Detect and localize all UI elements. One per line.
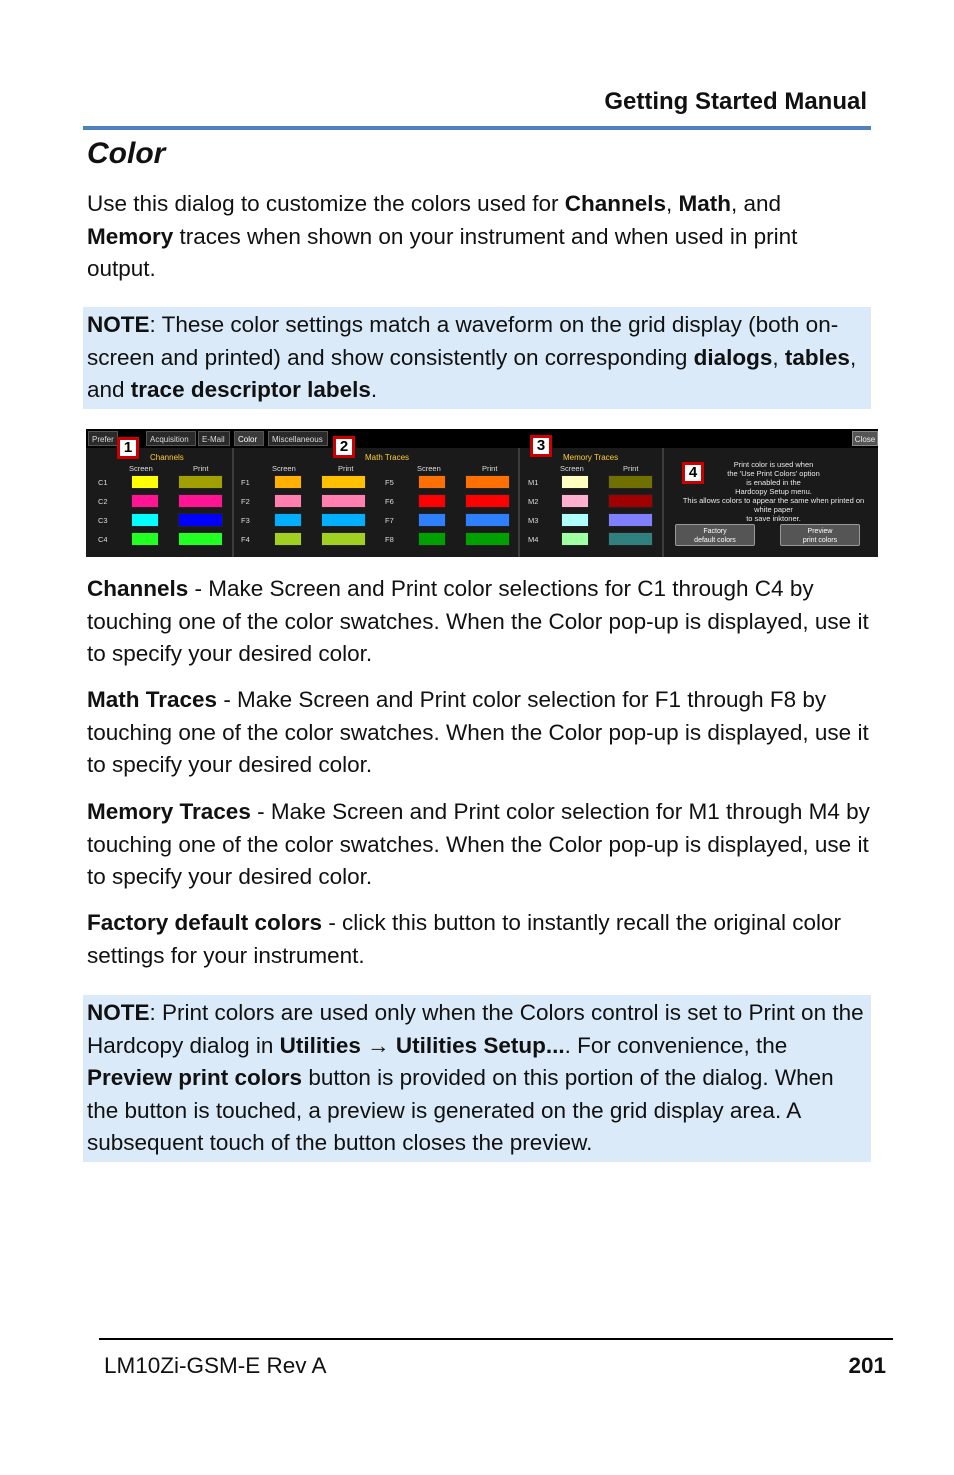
math-print-header-2: Print — [482, 464, 498, 473]
color-dialog-screenshot — [86, 429, 878, 557]
divider — [518, 448, 520, 557]
preview-print-colors-button[interactable] — [780, 524, 860, 546]
info-line: to save inktoner. — [746, 514, 801, 523]
print-swatch-f8[interactable] — [465, 532, 510, 546]
screen-swatch-c2[interactable] — [131, 494, 159, 508]
screen-swatch-m1[interactable] — [561, 475, 589, 489]
tab-color[interactable]: Color — [234, 431, 264, 446]
channels-paragraph: Channels - Make Screen and Print color selections for C1 through C4 by touching one of the color swatches. When the Color pop-up is displayed, use it to specify your desired color. — [87, 576, 869, 666]
print-swatch-m3[interactable] — [608, 513, 653, 527]
screen-swatch-f8[interactable] — [418, 532, 446, 546]
print-swatch-f4[interactable] — [321, 532, 366, 546]
math-traces-paragraph: Math Traces - Make Screen and Print color selection for F1 through F8 by touching one of the color swatches. When the Color pop-up is displayed, use it to specify your desired color. — [87, 687, 869, 777]
factory-default-paragraph: Factory default colors - click this button to instantly recall the original color settings for your instrument. — [87, 910, 842, 968]
callout-marker-1: 1 — [117, 437, 139, 459]
channels-screen-header: Screen — [129, 464, 153, 473]
callout-marker-2: 2 — [333, 436, 355, 458]
trace-label-f1: F1 — [241, 478, 250, 487]
tab-preferences[interactable]: Prefer — [88, 431, 118, 446]
note-box-2: NOTE: Print colors are used only when the Colors control is set to Print on the Hardcopy dialog in Utilities → Utilities Setup.... For convenience, the Preview print colors button is provided on this portion of the dialog. When the button is touched, a preview is generated on the grid display area. A subsequent touch of the button closes the preview. — [83, 995, 871, 1162]
tab-acquisition[interactable]: Acquisition — [146, 431, 196, 446]
memory-section-title: Memory Traces — [563, 453, 619, 462]
trace-label-c4: C4 — [98, 535, 108, 544]
channels-swatch-grid — [98, 475, 228, 555]
channels-section-title: Channels — [150, 453, 184, 462]
screen-swatch-c1[interactable] — [131, 475, 159, 489]
screen-swatch-f4[interactable] — [274, 532, 302, 546]
info-line: white paper — [754, 505, 793, 514]
trace-label-f2: F2 — [241, 497, 250, 506]
math-right-swatch-grid — [385, 475, 515, 555]
screen-swatch-c4[interactable] — [131, 532, 159, 546]
print-swatch-f7[interactable] — [465, 513, 510, 527]
info-line: the 'Use Print Colors' option — [727, 469, 820, 478]
trace-label-m3: M3 — [528, 516, 539, 525]
trace-label-m1: M1 — [528, 478, 539, 487]
note-box-1: NOTE: These color settings match a waveform on the grid display (both on-screen and printed) and show consistently on corresponding dialogs, tables, and trace descriptor labels. — [83, 307, 871, 409]
print-swatch-m1[interactable] — [608, 475, 653, 489]
section-title: Color — [87, 137, 166, 170]
memory-swatch-grid — [528, 475, 658, 555]
info-line: is enabled in the — [746, 478, 801, 487]
trace-label-m2: M2 — [528, 497, 539, 506]
trace-label-f3: F3 — [241, 516, 250, 525]
callout-marker-3: 3 — [530, 435, 552, 457]
divider — [662, 448, 664, 557]
info-line: Print color is used when — [733, 460, 814, 469]
screen-swatch-f5[interactable] — [418, 475, 446, 489]
intro-paragraph: Use this dialog to customize the colors used for Channels, Math, and Memory traces when shown on your instrument and when used in print output. — [87, 191, 798, 281]
memory-traces-paragraph: Memory Traces - Make Screen and Print color selection for M1 through M4 by touching one of the color swatches. When the Color pop-up is displayed, use it to specify your desired color. — [87, 799, 870, 889]
screen-swatch-f3[interactable] — [274, 513, 302, 527]
print-swatch-m4[interactable] — [608, 532, 653, 546]
channels-print-header: Print — [193, 464, 209, 473]
math-print-header: Print — [338, 464, 354, 473]
math-screen-header-2: Screen — [417, 464, 441, 473]
trace-label-m4: M4 — [528, 535, 539, 544]
header-manual-title: Getting Started Manual — [604, 88, 867, 115]
trace-label-f5: F5 — [385, 478, 394, 487]
math-section-title: Math Traces — [365, 453, 410, 462]
button-label: default colors — [694, 537, 736, 544]
footer-page-number: 201 — [848, 1353, 886, 1378]
trace-label-c3: C3 — [98, 516, 108, 525]
tab-email[interactable]: E-Mail — [198, 431, 230, 446]
screen-swatch-f7[interactable] — [418, 513, 446, 527]
footer-rule — [99, 1338, 893, 1340]
trace-label-c1: C1 — [98, 478, 108, 487]
print-swatch-c2[interactable] — [178, 494, 223, 508]
close-button[interactable]: Close — [852, 431, 878, 446]
trace-label-f7: F7 — [385, 516, 394, 525]
footer-doc-id: LM10Zi-GSM-E Rev A — [104, 1353, 327, 1378]
trace-label-f8: F8 — [385, 535, 394, 544]
screen-swatch-c3[interactable] — [131, 513, 159, 527]
print-swatch-f6[interactable] — [465, 494, 510, 508]
print-swatch-c4[interactable] — [178, 532, 223, 546]
screen-swatch-m4[interactable] — [561, 532, 589, 546]
math-left-swatch-grid — [241, 475, 371, 555]
print-swatch-f3[interactable] — [321, 513, 366, 527]
memory-screen-header: Screen — [560, 464, 584, 473]
print-swatch-f1[interactable] — [321, 475, 366, 489]
info-line: This allows colors to appear the same when printed on — [682, 496, 865, 505]
trace-label-c2: C2 — [98, 497, 108, 506]
factory-default-colors-button[interactable] — [675, 524, 755, 546]
trace-label-f4: F4 — [241, 535, 250, 544]
callout-marker-4: 4 — [682, 462, 704, 484]
screen-swatch-m2[interactable] — [561, 494, 589, 508]
screen-swatch-f6[interactable] — [418, 494, 446, 508]
print-swatch-f2[interactable] — [321, 494, 366, 508]
screen-swatch-m3[interactable] — [561, 513, 589, 527]
button-label: Factory — [703, 528, 727, 535]
print-swatch-c1[interactable] — [178, 475, 223, 489]
print-swatch-m2[interactable] — [608, 494, 653, 508]
trace-label-f6: F6 — [385, 497, 394, 506]
screen-swatch-f2[interactable] — [274, 494, 302, 508]
button-label: Preview — [807, 528, 833, 535]
math-screen-header: Screen — [272, 464, 296, 473]
tab-miscellaneous[interactable]: Miscellaneous — [268, 431, 328, 446]
info-line: Hardcopy Setup menu. — [735, 487, 812, 496]
header-rule — [83, 126, 871, 130]
memory-print-header: Print — [623, 464, 639, 473]
button-label: print colors — [802, 537, 838, 544]
print-swatch-c3[interactable] — [178, 513, 223, 527]
divider — [232, 448, 234, 557]
print-swatch-f5[interactable] — [465, 475, 510, 489]
screen-swatch-f1[interactable] — [274, 475, 302, 489]
